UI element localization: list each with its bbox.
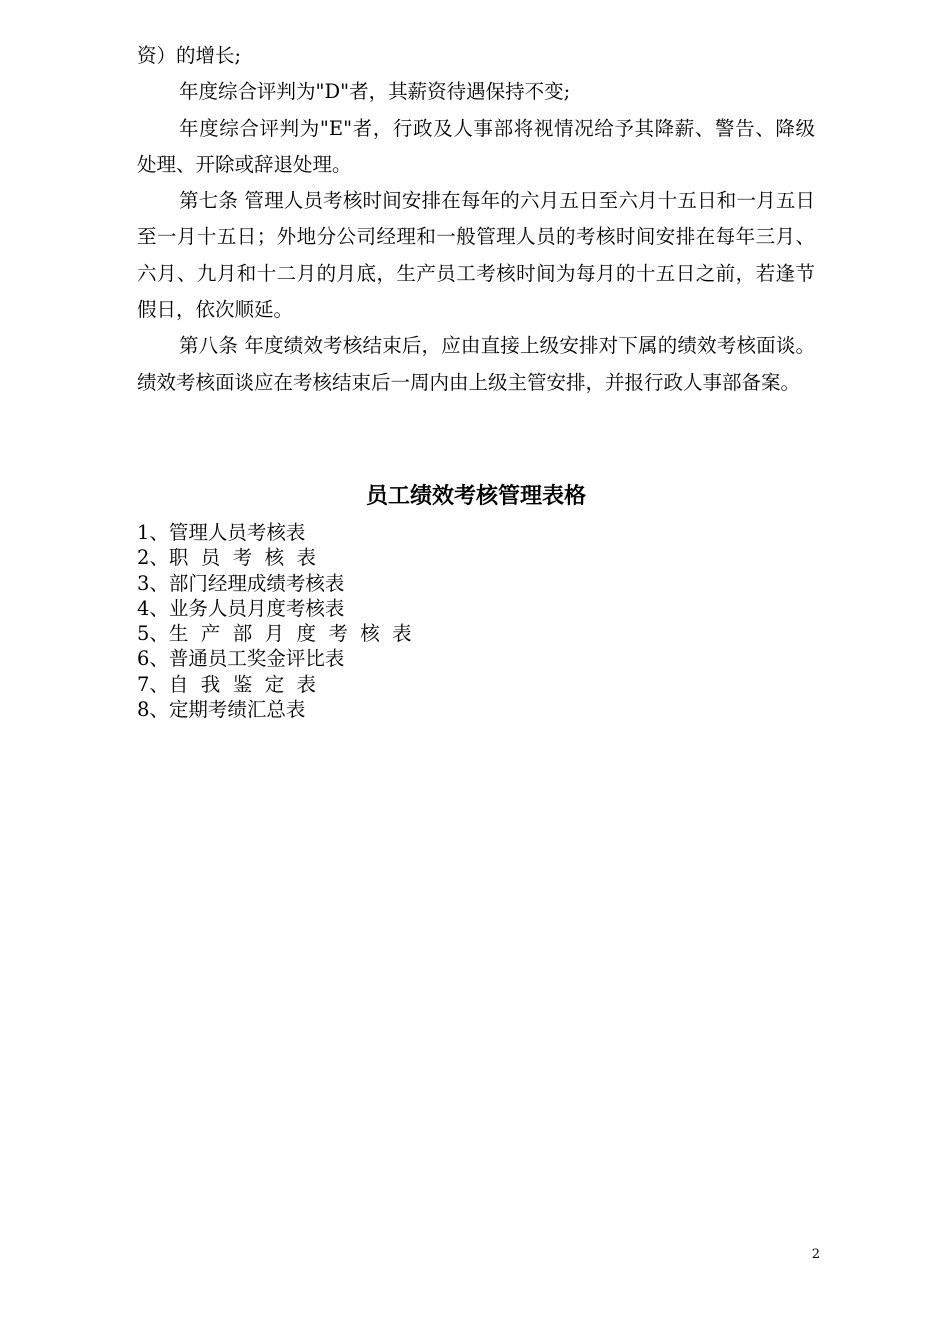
list-item: 1、管理人员考核表: [137, 521, 306, 544]
list-item: 8、定期考绩汇总表: [137, 698, 306, 722]
paragraph-grade-e: 年度综合评判为"E"者，行政及人事部将视情况给予其降薪、警告、降级处理、开除或辞退处理。: [137, 116, 815, 176]
list-item: 6、普通员工奖金评比表: [137, 647, 345, 671]
body-text: [137, 38, 815, 401]
paragraph-continuation: 资）的增长;: [137, 44, 242, 67]
paragraph-article-7: 第七条 管理人员考核时间安排在每年的六月五日至六月十五日和一月五日至一月十五日；外地分公司经理和一般管理人员的考核时间安排在每年三月、六月、九月和十二月的月底，生产员工考核时间为每月的十五日之前，若逢节假日，依次顺延。: [137, 189, 815, 322]
list-item: 7、自 我 鉴 定 表: [137, 672, 316, 696]
section-title: 员工绩效考核管理表格: [365, 483, 586, 509]
list-item: 2、职 员 考 核 表: [137, 546, 316, 570]
list-item: 4、业务人员月度考核表: [137, 596, 345, 620]
paragraph-article-8: 第八条 年度绩效考核结束后，应由直接上级安排对下属的绩效考核面谈。绩效考核面谈应在考核结束后一周内由上级主管安排，并报行政人事部备案。: [137, 334, 815, 394]
paragraph-grade-d: 年度综合评判为"D"者，其薪资待遇保持不变;: [179, 80, 571, 104]
page-number: 2: [811, 1247, 820, 1262]
form-list: [137, 520, 815, 722]
list-item: 3、部门经理成绩考核表: [137, 571, 345, 595]
list-item: 5、生 产 部 月 度 考 核 表: [137, 622, 412, 646]
